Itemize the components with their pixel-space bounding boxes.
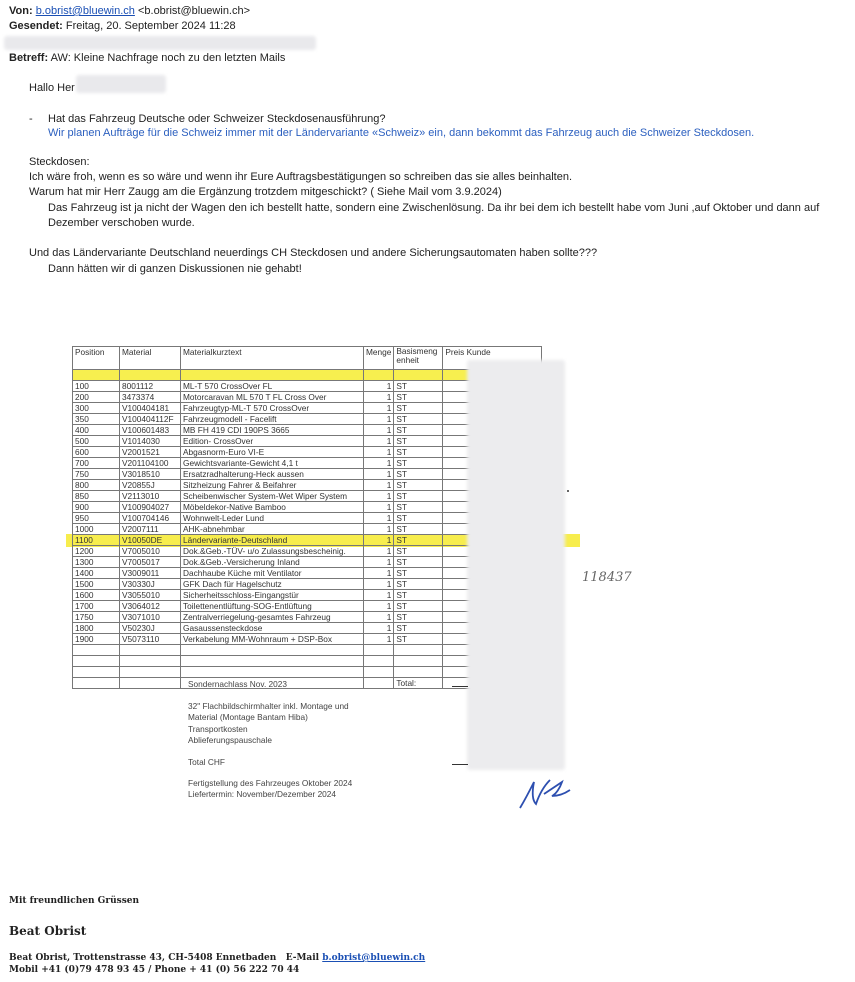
col-material: Material [120,347,181,370]
from-line [9,5,250,17]
paragraph-6: Dann hätten wir di ganzen Diskussionen nie gehabt! [48,263,302,275]
row-einheit: ST [394,557,443,568]
sent-line [9,20,236,32]
row-einheit: ST [394,469,443,480]
total-cell [73,678,120,689]
extras-4: Ablieferungspauschale [188,735,272,745]
row-text: Edition- CrossOver [181,436,364,447]
row-menge: 1 [364,480,394,491]
row-einheit: ST [394,414,443,425]
signature-name: Beat Obrist [9,924,87,938]
handwritten-signature-icon [516,772,576,812]
row-text: Ersatzradhalterung-Heck aussen [181,469,364,480]
row-menge: 1 [364,513,394,524]
row-einheit: ST [394,579,443,590]
row-menge: 1 [364,634,394,645]
row-einheit: ST [394,623,443,634]
paragraph-3: Warum hat mir Herr Zaugg am die Ergänzung trotzdem mitgeschickt? ( Siehe Mail vom 3.9.2024) [29,186,502,198]
row-menge: 1 [364,601,394,612]
row-position: 800 [73,480,120,491]
row-material: V3055010 [120,590,181,601]
row-einheit: ST [394,612,443,623]
row-position: 1500 [73,579,120,590]
line-mark-1 [452,686,468,687]
row-menge: 1 [364,425,394,436]
row-menge: 1 [364,579,394,590]
row-text: MB FH 419 CDI 190PS 3665 [181,425,364,436]
row-einheit: ST [394,524,443,535]
sent-value: Freitag, 20. September 2024 11:28 [65,20,236,32]
liefertermin: Liefertermin: November/Dezember 2024 [188,789,337,799]
sent-label: Gesendet: [9,20,63,32]
row-menge: 1 [364,623,394,634]
question-text: Hat das Fahrzeug Deutsche oder Schweizer Steckdosenausführung? [48,113,386,125]
row-einheit: ST [394,513,443,524]
row-material: V100704146 [120,513,181,524]
scan-dot [567,490,569,492]
row-menge: 1 [364,403,394,414]
handwritten-number: 118437 [582,570,632,585]
col-materialkurztext: Materialkurztext [181,347,364,370]
row-menge: 1 [364,414,394,425]
row-position: 350 [73,414,120,425]
row-text: Fahrzeugtyp-ML-T 570 CrossOver [181,403,364,414]
row-material: V7005017 [120,557,181,568]
row-position: 400 [73,425,120,436]
total-cell [120,678,181,689]
row-material: V1014030 [120,436,181,447]
row-einheit: ST [394,634,443,645]
row-einheit: ST [394,403,443,414]
total-label: Total: [394,678,443,689]
row-menge: 1 [364,557,394,568]
row-einheit: ST [394,425,443,436]
row-position: 1300 [73,557,120,568]
row-material: V10050DE [120,535,181,546]
empty-cell [181,667,364,678]
empty-cell [73,656,120,667]
line-mark-2 [452,764,468,765]
row-text: Gasaussensteckdose [181,623,364,634]
signature-phones: Mobil +41 (0)79 478 93 45 / Phone + 41 (0) 56 222 70 44 [9,965,300,975]
row-einheit: ST [394,491,443,502]
row-menge: 1 [364,491,394,502]
row-position: 100 [73,381,120,392]
row-material: V100601483 [120,425,181,436]
from-label: Von: [9,5,33,17]
row-material: V3018510 [120,469,181,480]
row-position: 1400 [73,568,120,579]
row-menge: 1 [364,458,394,469]
row-text: Fahrzeugmodell - Facelift [181,414,364,425]
row-menge: 1 [364,436,394,447]
row-einheit: ST [394,568,443,579]
row-material: V50230J [120,623,181,634]
row-text: Wohnwelt-Leder Lund [181,513,364,524]
row-einheit: ST [394,502,443,513]
empty-cell [394,656,443,667]
paragraph-4a: Das Fahrzeug ist ja nicht der Wagen den ich bestellt hatte, sondern eine Zwischenlösung. Da ihr bei dem ich bestellt habe vom Juni ,auf Oktober und dann auf [48,202,820,214]
signature-email-label: E-Mail [285,953,320,963]
row-material: 8001112 [120,381,181,392]
empty-cell [181,656,364,667]
subject-value: AW: Kleine Nachfrage noch zu den letzten Mails [50,52,286,64]
row-text: Sitzheizung Fahrer & Beifahrer [181,480,364,491]
row-position: 1800 [73,623,120,634]
row-position: 300 [73,403,120,414]
row-einheit: ST [394,392,443,403]
extras-2: Material (Montage Bantam Hiba) [188,712,308,722]
extras-1: 32" Flachbildschirmhalter inkl. Montage und [188,701,349,711]
sondernachlass: Sondernachlass Nov. 2023 [188,679,288,689]
col-menge: Menge [364,347,394,370]
row-text: Sicherheitsschloss-Eingangstür [181,590,364,601]
row-position: 1100 [73,535,120,546]
row-einheit: ST [394,436,443,447]
row-text: Möbeldekor-Native Bamboo [181,502,364,513]
row-menge: 1 [364,469,394,480]
row-material: V3071010 [120,612,181,623]
row-material: V3064012 [120,601,181,612]
empty-cell [120,656,181,667]
row-position: 850 [73,491,120,502]
from-email-link[interactable]: b.obrist@bluewin.ch [35,5,135,17]
row-text: Verkabelung MM-Wohnraum + DSP-Box [181,634,364,645]
col-basismengeneinheit: Basismeng enheit [394,347,443,370]
subject-line [9,52,285,64]
row-position: 500 [73,436,120,447]
redacted-prices [467,360,565,770]
extras-3: Transportkosten [188,724,248,734]
row-menge: 1 [364,524,394,535]
total-chf: Total CHF [188,757,225,767]
row-text: GFK Dach für Hagelschutz [181,579,364,590]
row-material: V2007111 [120,524,181,535]
question-bullet: - [29,113,33,125]
closing: Mit freundlichen Grüssen [9,896,140,906]
empty-cell [73,667,120,678]
reply-text: Wir planen Aufträge für die Schweiz immer mit der Ländervariante «Schweiz» ein, dann bekommt das Fahrzeug auch die Schweizer Steckdosen. [48,127,755,139]
signature-email-link[interactable]: b.obrist@bluewin.ch [322,953,426,963]
row-material: V201104100 [120,458,181,469]
row-text: Gewichtsvariante-Gewicht 4,1 t [181,458,364,469]
paragraph-steckdosen: Steckdosen: [29,156,90,168]
col-position: Position [73,347,120,370]
greeting: Hallo Her [29,82,75,94]
signature-address-line [9,953,425,963]
redacted-name [76,75,166,93]
empty-cell [364,667,394,678]
signature-address: Beat Obrist, Trottenstrasse 43, CH-5408 Ennetbaden [9,953,277,963]
empty-cell [120,667,181,678]
subject-label: Betreff: [9,52,49,64]
row-text: Dok.&Geb.-Versicherung Inland [181,557,364,568]
row-position: 1000 [73,524,120,535]
row-position: 200 [73,392,120,403]
row-einheit: ST [394,535,443,546]
row-material: V100404112F [120,414,181,425]
row-position: 950 [73,513,120,524]
total-cell [364,678,394,689]
row-text: Toilettenentlüftung-SOG-Entlüftung [181,601,364,612]
row-material: V7005010 [120,546,181,557]
row-menge: 1 [364,568,394,579]
row-menge: 1 [364,612,394,623]
row-einheit: ST [394,381,443,392]
empty-cell [364,656,394,667]
row-einheit: ST [394,480,443,491]
row-menge: 1 [364,392,394,403]
row-position: 900 [73,502,120,513]
row-position: 700 [73,458,120,469]
row-material: V5073110 [120,634,181,645]
row-material: V2001521 [120,447,181,458]
row-menge: 1 [364,535,394,546]
row-text: ML-T 570 CrossOver FL [181,381,364,392]
row-einheit: ST [394,546,443,557]
row-menge: 1 [364,447,394,458]
row-einheit: ST [394,458,443,469]
row-position: 1200 [73,546,120,557]
row-position: 750 [73,469,120,480]
row-text: Zentralverriegelung-gesamtes Fahrzeug [181,612,364,623]
col-preis-kunde: Preis Kunde [443,347,542,370]
paragraph-4b: Dezember verschoben wurde. [48,217,195,229]
row-material: V3009011 [120,568,181,579]
row-menge: 1 [364,590,394,601]
redacted-recipients [4,36,316,50]
row-position: 600 [73,447,120,458]
row-text: Motorcaravan ML 570 T FL Cross Over [181,392,364,403]
row-text: AHK-abnehmbar [181,524,364,535]
row-menge: 1 [364,546,394,557]
row-text: Scheibenwischer System-Wet Wiper System [181,491,364,502]
row-material: V2113010 [120,491,181,502]
row-position: 1900 [73,634,120,645]
row-einheit: ST [394,590,443,601]
row-menge: 1 [364,381,394,392]
row-material: V100404181 [120,403,181,414]
row-material: V30330J [120,579,181,590]
row-position: 1750 [73,612,120,623]
row-material: 3473374 [120,392,181,403]
row-einheit: ST [394,601,443,612]
paragraph-2: Ich wäre froh, wenn es so wäre und wenn ihr Eure Auftragsbestätigungen so schreiben das sie alles beinhalten. [29,171,572,183]
row-material: V100904027 [120,502,181,513]
from-email-bracket[interactable]: <b.obrist@bluewin.ch> [137,5,251,17]
row-position: 1600 [73,590,120,601]
empty-cell [394,667,443,678]
row-material: V20855J [120,480,181,491]
row-text: Abgasnorm-Euro VI-E [181,447,364,458]
row-position: 1700 [73,601,120,612]
paragraph-5: Und das Ländervariante Deutschland neuerdings CH Steckdosen und andere Sicherungsautomaten haben sollte??? [29,247,598,259]
row-text: Ländervariante-Deutschland [181,535,364,546]
row-text: Dachhaube Küche mit Ventilator [181,568,364,579]
row-text: Dok.&Geb.-TÜV- u/o Zulassungsbescheinig. [181,546,364,557]
row-menge: 1 [364,502,394,513]
row-einheit: ST [394,447,443,458]
fertigstellung: Fertigstellung des Fahrzeuges Oktober 2024 [188,778,353,788]
